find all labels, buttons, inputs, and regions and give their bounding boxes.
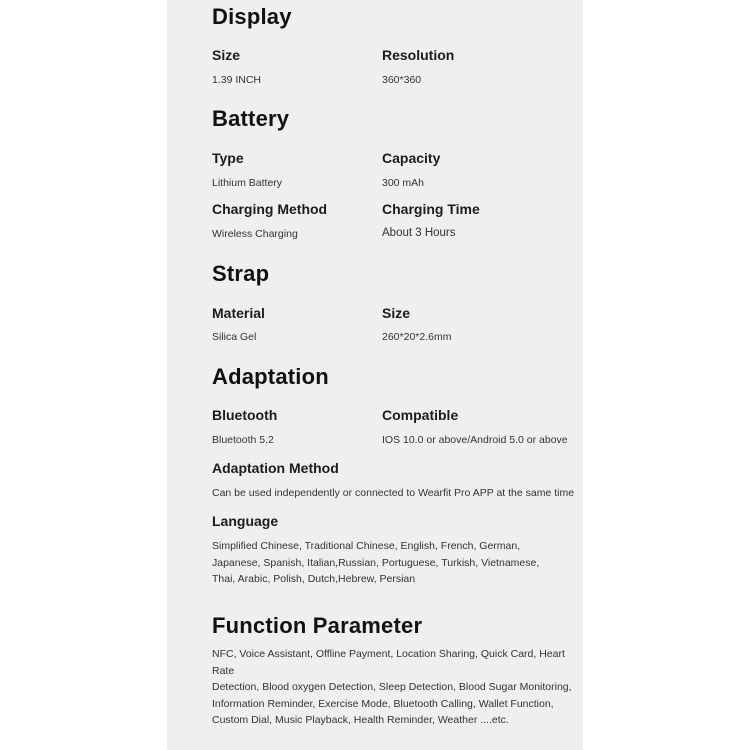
strap-size-label: Size [382,305,411,321]
battery-type-label: Type [212,150,244,166]
section-title-adaptation: Adaptation [212,364,329,389]
display-resolution-label: Resolution [382,47,455,63]
battery-charging-method-value: Wireless Charging [212,228,298,240]
function-line: Information Reminder, Exercise Mode, Bluetooth Calling, Wallet Function, [212,697,554,710]
function-line: Custom Dial, Music Playback, Health Reminder, Weather ....etc. [212,714,509,727]
battery-type-value: Lithium Battery [212,177,283,189]
adaptation-language-list [212,538,572,588]
adaptation-method-value: Can be used independently or connected to Wearfit Pro APP at the same time [212,487,575,499]
section-title-strap: Strap [212,261,270,286]
adaptation-bluetooth-label: Bluetooth [212,407,278,423]
battery-capacity-label: Capacity [382,150,441,166]
battery-charging-time-value: About 3 Hours [382,227,456,239]
strap-material-label: Material [212,305,265,321]
function-parameter-list [212,646,578,729]
adaptation-compatible-value: IOS 10.0 or above/Android 5.0 or above [382,434,568,446]
language-line: Simplified Chinese, Traditional Chinese, English, French, German, [212,540,521,552]
function-line: NFC, Voice Assistant, Offline Payment, Location Sharing, Quick Card, Heart Rate [212,648,565,677]
adaptation-method-label: Adaptation Method [212,460,339,476]
language-line: Thai, Arabic, Polish, Dutch,Hebrew, Persian [212,573,416,586]
section-title-display: Display [212,4,292,29]
display-size-value: 1.39 INCH [212,74,262,86]
language-line: Japanese, Spanish, Italian,Russian, Portuguese, Turkish, Vietnamese, [212,556,540,569]
battery-capacity-value: 300 mAh [382,177,425,189]
battery-charging-time-label: Charging Time [382,201,480,217]
display-resolution-value: 360*360 [382,74,422,86]
strap-size-value: 260*20*2.6mm [382,331,452,343]
adaptation-language-label: Language [212,513,279,529]
battery-charging-method-label: Charging Method [212,201,328,217]
adaptation-compatible-label: Compatible [382,407,459,423]
display-size-label: Size [212,47,241,63]
strap-material-value: Silica Gel [212,331,257,343]
function-line: Detection, Blood oxygen Detection, Sleep Detection, Blood Sugar Monitoring, [212,681,572,694]
section-title-battery: Battery [212,106,290,131]
section-title-function-parameter: Function Parameter [212,613,423,638]
adaptation-bluetooth-value: Bluetooth 5.2 [212,434,274,446]
